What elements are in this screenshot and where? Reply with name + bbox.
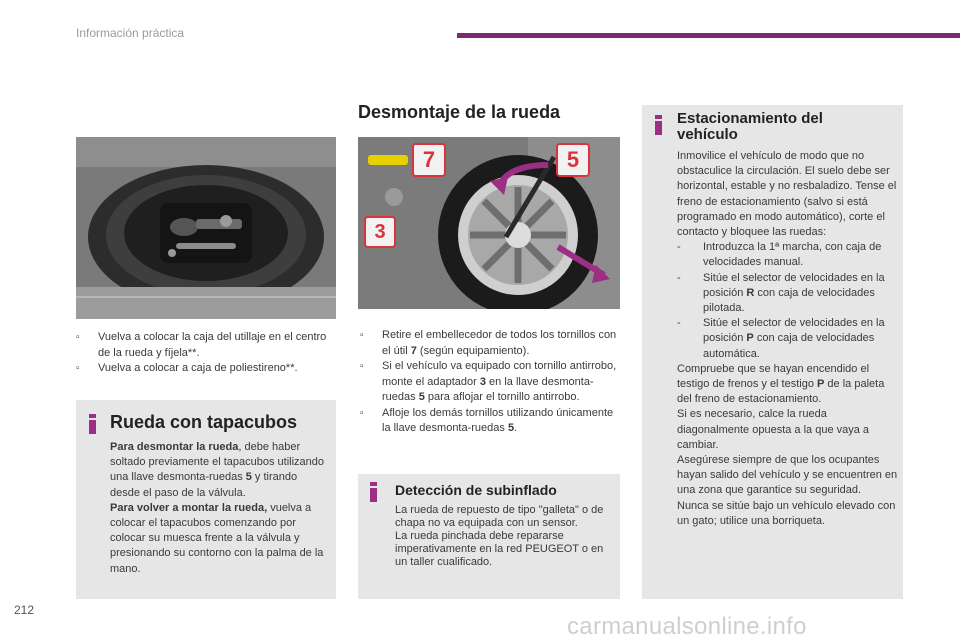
box-body: Inmovilice el vehículo de modo que no obstaculice la circulación. El suelo debe ser horizontal, estable y no resbaladizo. Tense el freno de estacionamiento (salvo si está programado en modo automático), corte el contacto y bloquee las ruedas: - Introduzca la 1ª marcha, con caja de velocidades manual. - Sitúe el selector de velocidades en la posición R con caja de velocidades pilotada. - Sitúe el selector de velocidades en la posición P con caja de velocidades automática. Compruebe que se hayan encendido el testigo de frenos y el testigo P de la paleta del freno de estacionamiento. Si es necesario, calce la rueda diagonalmente opuesta a la que vaya a cambiar. Asegúrese siempre de que los ocupantes hayan salido del vehículo y se encuentren en una zona que garantice su seguridad. Nunca se sitúe bajo un vehículo elevado con un gato; utilice una borriqueta. bbox=[677, 150, 898, 527]
callout-7: 7 bbox=[412, 143, 446, 177]
page-number: 212 bbox=[14, 603, 35, 617]
list-item: ▫ Vuelva a colocar la caja del utillaje en el centro de la rueda y fíjela**. bbox=[76, 331, 327, 359]
list-item: ▫ Afloje los demás tornillos utilizando únicamente la llave desmonta-ruedas 5. bbox=[360, 406, 614, 434]
box-title: Estacionamiento del vehículo bbox=[677, 110, 823, 143]
info-box-estacionamiento bbox=[642, 105, 903, 599]
info-box-deteccion bbox=[358, 474, 620, 599]
box-body: La rueda de repuesto de tipo "galleta" o de chapa no va equipada con un sensor. La rueda pinchada debe repararse imperativamente en la red PEUGEOT o en un taller cualificado. bbox=[395, 504, 604, 568]
bullet-icon: ▫ bbox=[360, 330, 364, 341]
list-item: - Introduzca la 1ª marcha, con caja de velocidades manual. bbox=[677, 241, 882, 269]
bullet-icon: ▫ bbox=[76, 363, 80, 374]
callout-3: 3 bbox=[364, 216, 396, 248]
box-title: Detección de subinflado bbox=[395, 482, 557, 498]
list-item: ▫ Retire el embellecedor de todos los tornillos con el útil 7 (según equipamiento). bbox=[360, 329, 617, 357]
bullet-icon: ▫ bbox=[360, 361, 364, 372]
box-title: Rueda con tapacubos bbox=[110, 412, 298, 432]
callout-5: 5 bbox=[556, 143, 590, 177]
trunk-spare-wheel-photo bbox=[76, 137, 336, 319]
info-box-tapacubos bbox=[76, 400, 336, 599]
list-item: ▫ Vuelva a colocar a caja de poliestireno**. bbox=[76, 361, 334, 377]
section-title: Desmontaje de la rueda bbox=[358, 102, 561, 122]
header-accent-bar bbox=[457, 33, 960, 38]
header-title: Información práctica bbox=[76, 26, 185, 40]
list-item: ▫ Si el vehículo va equipado con tornillo antirrobo, monte el adaptador 3 en la llave desmonta-ruedas 5 para aflojar el tornillo antirrobo. bbox=[360, 360, 617, 403]
box-body: Para desmontar la rueda, debe haber soltado previamente el tapacubos utilizando una llave desmonta-ruedas 5 y tirando desde el paso de la válvula. Para volver a montar la rueda, vuelva a colocar el tapacubos comenzando por colocar su muesca frente a la válvula y presionando su contorno con la palma de la mano. bbox=[110, 441, 325, 575]
removal-instructions bbox=[360, 328, 618, 437]
watermark: carmanualsonline.info bbox=[567, 613, 807, 640]
bullet-icon: ▫ bbox=[360, 407, 364, 419]
list-item: - Sitúe el selector de velocidades en la posición R con caja de velocidades pilotada. bbox=[677, 271, 885, 315]
left-instructions bbox=[76, 330, 334, 377]
list-item: - Sitúe el selector de velocidades en la posición P con caja de velocidades automática. bbox=[677, 317, 885, 360]
bullet-icon: ▫ bbox=[76, 332, 80, 343]
